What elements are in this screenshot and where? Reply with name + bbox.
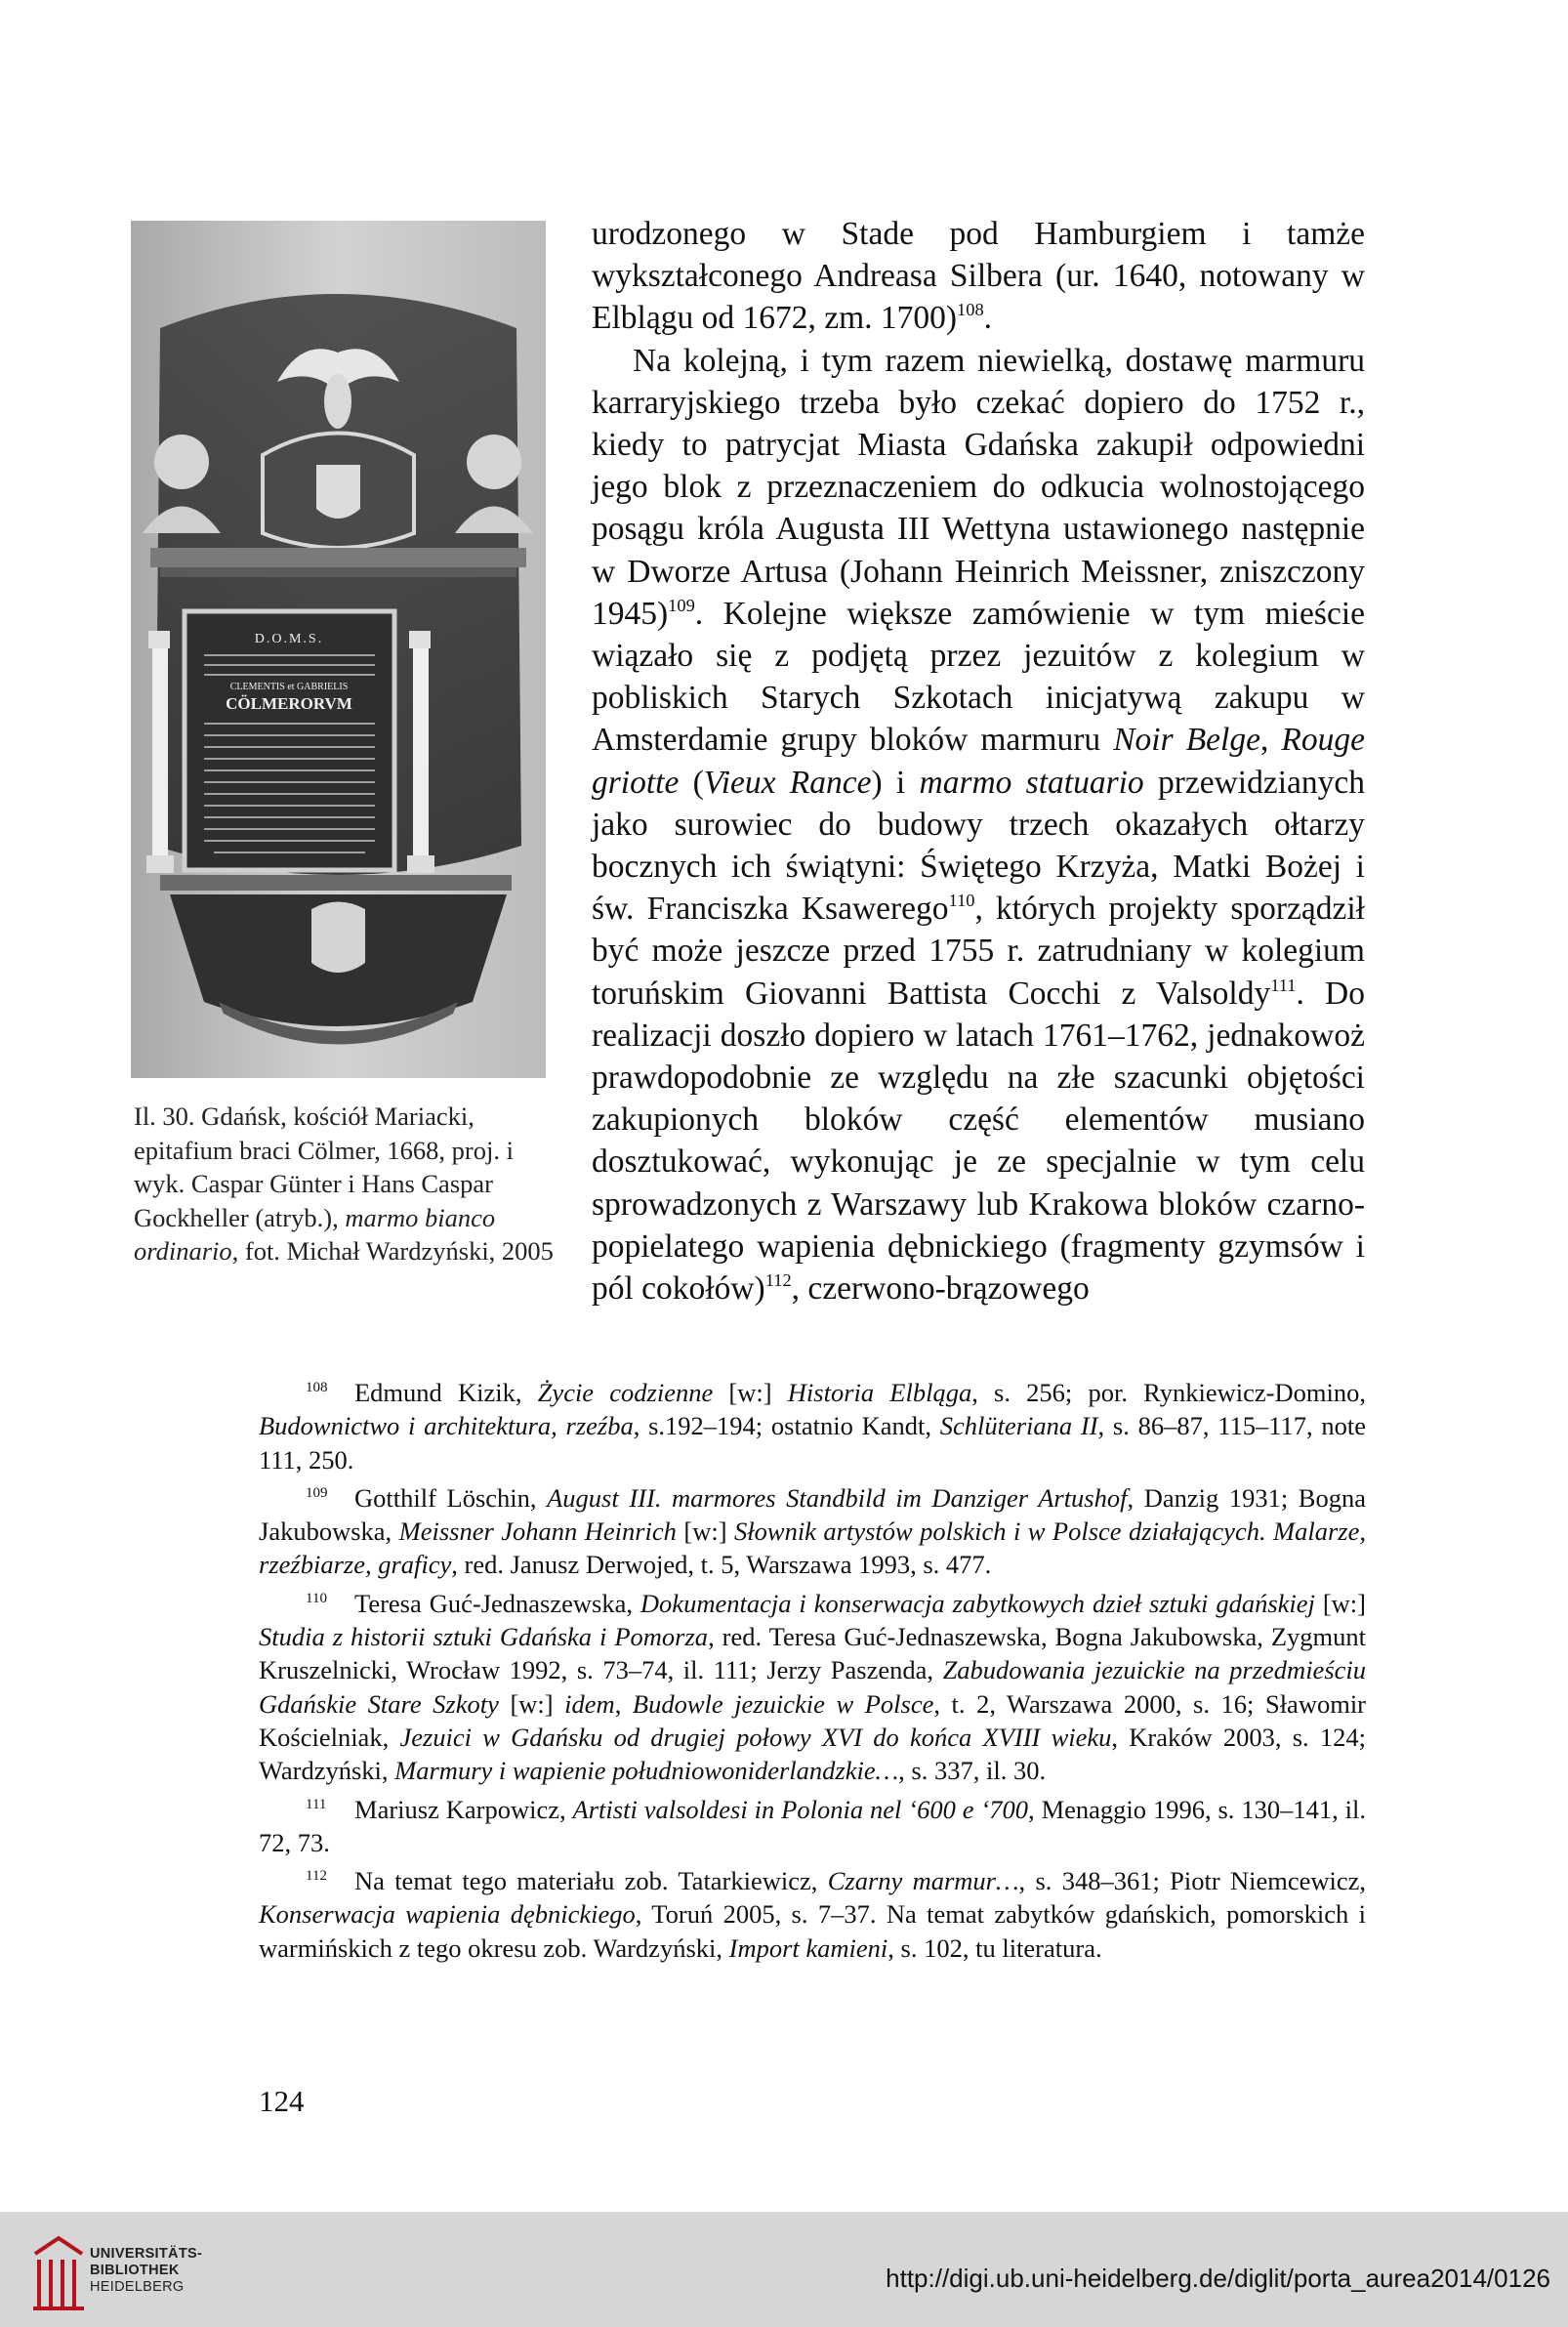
text-run: , których projekty sporządził być może jeszcze przed 1755 r. zatrudniany w kolegium toruńskim Giovanni Battista Cocchi z Valsoldy	[592, 891, 1365, 1012]
italic-title: Jezuici w Gdańsku od drugiej połowy XVI do końca XVIII wieku	[399, 1722, 1112, 1752]
text-run: Teresa Guć-Jednaszewska,	[354, 1588, 640, 1618]
plaque-heading: D.O.M.S.	[254, 632, 324, 646]
paragraph-2	[592, 340, 1365, 1310]
italic-term: Rouge griotte	[592, 722, 1365, 801]
text-run: ) i	[871, 764, 920, 801]
plaque-names-1: CLEMENTIS et GABRIELIS	[229, 682, 349, 692]
footnote-ref-109[interactable]: 109	[668, 595, 695, 615]
library-logo-icon[interactable]	[29, 2224, 88, 2314]
footnote-108	[259, 1371, 1366, 1476]
italic-title: Marmury i wapienie południowoniderlandzkie…	[394, 1756, 899, 1786]
italic-title: Budowle jezuickie w Polsce	[632, 1688, 934, 1719]
text-run: , Toruń 2005, s. 7–37. Na temat zabytków gdańskich, pomorskich i warmińskich z tego okresu zob. Wardzyński,	[259, 1899, 1366, 1963]
italic-title: Dokumentacja i konserwacja zabytkowych dzieł sztuki gdańskiej	[640, 1588, 1315, 1618]
text-run: [w:]	[1314, 1588, 1366, 1618]
footnote-number: 111	[306, 1796, 327, 1812]
italic-title: Konserwacja wapienia dębnickiego	[259, 1899, 636, 1930]
text-run: , s. 256; por. Rynkiewicz-Domino,	[971, 1378, 1366, 1407]
library-logo-text[interactable]	[90, 2246, 202, 2296]
text-run: (	[679, 764, 704, 801]
footnote-number: 109	[306, 1484, 328, 1501]
footnote-111	[259, 1788, 1366, 1860]
footnote-112	[259, 1859, 1366, 1965]
figure-caption	[134, 1100, 554, 1268]
text-run: Edmund Kizik,	[354, 1378, 538, 1407]
text-run: .	[983, 300, 993, 337]
epitaph-illustration	[131, 221, 546, 1078]
text-run: . Kolejne większe zamówienie w tym mieście wiązało się z podjętą przez jezuitów z kolegium w pobliskich Starych Szkotach inicjatywą zakupu w Amsterdamie grupy bloków marmuru	[592, 595, 1365, 759]
footnote-109	[259, 1476, 1366, 1582]
text-run: , czerwono-brązowego	[791, 1270, 1090, 1308]
footnote-ref-110[interactable]: 110	[948, 891, 975, 911]
italic-title: Czarny marmur…	[827, 1866, 1019, 1896]
text-run: , s. 348–361; Piotr Niemcewicz,	[1018, 1866, 1366, 1896]
footnote-ref-111[interactable]: 111	[1270, 975, 1297, 995]
text-run: Na kolejną, i tym razem niewielką, dostawę marmuru karraryjskiego trzeba było czekać dopiero do 1752 r., kiedy to patrycjat Miasta Gdańska zakupił odpowiedni jego blok z przeznaczeniem do odkucia wolnostojącego posągu króla Augusta III Wettyna ustawionego następnie w Dworze Artusa (Johann Heinrich Meissner, zniszczony 1945)	[592, 342, 1365, 632]
footnote-number: 112	[306, 1868, 327, 1885]
text-run: Gotthilf Löschin,	[354, 1482, 548, 1513]
italic-title: Budownictwo i architektura, rzeźba	[259, 1411, 634, 1441]
logo-line-1: UNIVERSITÄTS-	[90, 2246, 203, 2262]
text-run: , red. Teresa Guć-Jednaszewska, Bogna Jakubowska, Zygmunt Kruszelnicki, Wrocław 1992, s. 73–74, il. 111; Jerzy Paszenda,	[259, 1622, 1366, 1685]
italic-title: Meissner Johann Heinrich	[398, 1517, 677, 1547]
text-run: , s. 86–87, 115–117, note 111, 250.	[259, 1411, 1366, 1475]
footnote-number: 110	[306, 1590, 327, 1606]
inscription-plaque	[185, 611, 394, 870]
italic-term: Noir Belge	[1113, 722, 1260, 759]
text-run: urodzonego w Stade pod Hamburgiem i tamże wykształconego Andreasa Silbera (ur. 1640, notowany w Elblągu od 1672, zm. 1700)	[592, 216, 1365, 337]
text-run: , Menaggio 1996, s. 130–141, il. 72, 73.	[259, 1794, 1366, 1857]
logo-line-3: HEIDELBERG	[90, 2279, 185, 2295]
italic-title: idem	[564, 1688, 615, 1719]
text-run: , s.192–194; ostatnio Kandt,	[633, 1411, 940, 1441]
caption-material: marmo bianco ordinario	[134, 1202, 496, 1266]
text-run: [w:]	[676, 1517, 735, 1547]
page-number: 124	[259, 2084, 305, 2118]
italic-term: marmo statuario	[919, 764, 1144, 801]
text-run: , Kraków 2003, s. 124; Wardzyński,	[259, 1722, 1366, 1786]
italic-title: Życie codzienne	[537, 1378, 714, 1407]
caption-text: Il. 30. Gdańsk, kościół Mariacki, epitafium braci Cölmer, 1668, proj. i wyk. Caspar Günter i Hans Caspar Gockheller (atryb.),	[134, 1101, 514, 1232]
text-run: , Danzig 1931; Bogna Jakubowska,	[259, 1482, 1366, 1547]
italic-title: Import kamieni	[728, 1932, 888, 1963]
logo-line-2: BIBLIOTHEK	[90, 2263, 180, 2278]
italic-title: Zabudowania jezuickie na przedmieściu Gdańskie Stare Szkoty	[259, 1655, 1367, 1719]
paragraph-1	[592, 213, 1365, 340]
italic-title: Artisti valsoldesi in Polonia nel ‘600 e ‘700	[572, 1794, 1029, 1824]
caption-credit: , fot. Michał Wardzyński, 2005	[231, 1236, 554, 1266]
epitaph-photo	[131, 221, 546, 1078]
text-run: , s. 337, il. 30.	[898, 1756, 1047, 1786]
text-run: ,	[1259, 722, 1282, 759]
footnote-ref-108[interactable]: 108	[957, 300, 984, 320]
text-run: przewidzianych jako surowiec do budowy trzech okazałych ołtarzy bocznych ich świątyni: Świętego Krzyża, Matki Bożej i św. Franciszka Ksawerego	[592, 764, 1366, 928]
plaque-names-2: CÖLMERORVM	[226, 694, 352, 713]
text-run: , t. 2, Warszawa 2000, s. 16; Sławomir Kościelniak,	[259, 1688, 1367, 1752]
text-run: ,	[614, 1688, 633, 1719]
footnote-number: 108	[306, 1380, 328, 1395]
text-run: Mariusz Karpowicz,	[354, 1794, 573, 1824]
text-run: , s. 102, tu literatura.	[887, 1932, 1102, 1963]
italic-term: Vieux Rance	[703, 764, 872, 801]
text-run: Na temat tego materiału zob. Tatarkiewicz,	[354, 1866, 828, 1896]
italic-title: Schlüteriana II	[939, 1411, 1098, 1441]
italic-title: August III. marmores Standbild im Danziger Artushof	[547, 1482, 1128, 1513]
source-url-link[interactable]: http://digi.ub.uni-heidelberg.de/diglit/porta_aurea2014/0126	[886, 2264, 1550, 2293]
italic-title: Historia Elbląga	[787, 1378, 972, 1407]
text-run: [w:]	[713, 1378, 788, 1407]
italic-title: Słownik artystów polskich i w Polsce działających. Malarze, rzeźbiarze, graficy	[259, 1517, 1366, 1580]
italic-title: Studia z historii sztuki Gdańska i Pomorza	[259, 1622, 709, 1652]
footnotes	[259, 1371, 1366, 1965]
footnote-110	[259, 1582, 1366, 1788]
body-text	[592, 213, 1365, 1309]
text-run: , red. Janusz Derwojed, t. 5, Warszawa 1993, s. 477.	[451, 1550, 992, 1580]
text-run: . Do realizacji doszło dopiero w latach 1761–1762, jednakowoż prawdopodobnie ze względu na złe szacunki objętości zakupionych bloków część elementów musiano dosztukować, wykonując je ze specjalnie w tym celu sprowadzonych z Warszawy lub Krakowa bloków czarno-popielatego wapienia dębnickiego (fragmenty gzymsów i pól cokołów)	[592, 975, 1365, 1308]
crest-bottom	[311, 902, 365, 974]
text-run: [w:]	[498, 1688, 565, 1719]
footnote-ref-112[interactable]: 112	[764, 1270, 792, 1291]
